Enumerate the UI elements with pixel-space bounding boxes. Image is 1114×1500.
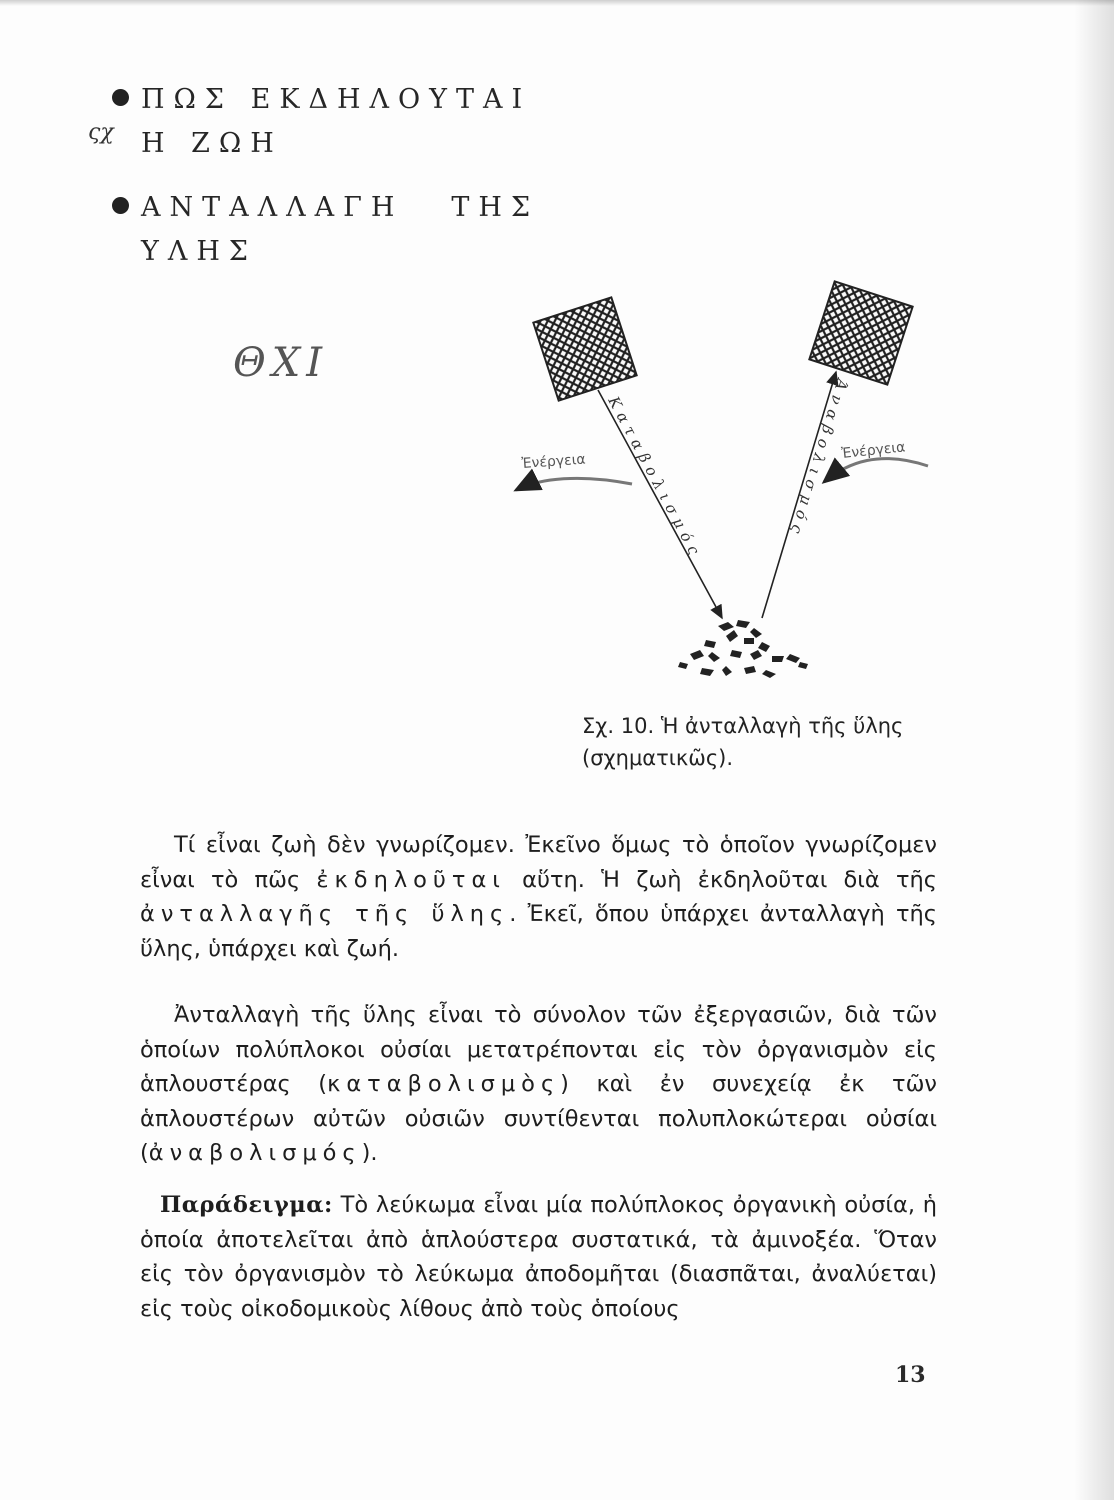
heading-line-1: ΠΩΣ ΕΚΔΗΛΟΥΤΑΙ bbox=[141, 84, 532, 115]
section-heading-metabolism bbox=[112, 186, 539, 274]
energy-right-arrow bbox=[824, 459, 928, 482]
paragraph-3-text: Τὸ λεύκωμα εἶναι μία πολύπλοκος ὀργανικὴ οὐσία, ἡ ὁποία ἀποτελεῖται ἀπὸ ἁπλούστερα συστατικά, τὰ ἀμινοξέα. Ὅταν εἰς τὸν ὀργανισμὸν τὸ λεύκωμα ἀποδομῆται (διασπᾶται, ἀναλύεται) εἰς τοὺς οἰκοδομικοὺς λίθους ἀπὸ τοὺς ὁποίους bbox=[140, 1192, 937, 1322]
page-edge-shadow bbox=[1074, 0, 1114, 1500]
paragraph-example bbox=[140, 1188, 937, 1326]
complex-molecule-left bbox=[533, 297, 636, 400]
bullet-icon bbox=[112, 197, 129, 214]
paragraph-2-text-e: ). bbox=[361, 1140, 378, 1166]
energy-left-label: Ἐνέργεια bbox=[521, 451, 587, 472]
section-heading-life bbox=[112, 78, 531, 166]
paragraph-2-text-a: Ἀνταλλαγὴ τῆς ὕλης εἶναι τὸ σύνολον τῶν ἐξεργασιῶν, διὰ τῶν ὁποίων πολύπλοκοι οὐσίαι μετατρέπονται εἰς τὸν ὀργανισμὸν εἰς ἁπλουστέρας ( bbox=[140, 1002, 937, 1097]
heading-line-3a: ΑΝΤΑΛΛΑΓΗ bbox=[141, 192, 404, 223]
energy-left-arrow bbox=[516, 478, 632, 490]
metabolism-diagram bbox=[500, 270, 940, 690]
heading-line-3b: ΤΗΣ bbox=[451, 192, 540, 223]
emphasis-anabolism: ἀναβολισμός bbox=[148, 1140, 362, 1166]
emphasis-metabolism: ἀνταλλαγῆς τῆς ὕλης bbox=[140, 901, 510, 927]
margin-handwritten-mark: ςχ bbox=[88, 120, 114, 145]
emphasis-catabolism: καταβολισμὸς bbox=[327, 1071, 561, 1097]
paragraph-1-text-e: . Ἐκεῖ, ὅπου ὑπάρχει ἀνταλλαγὴ τῆς ὕλης, ὑπάρχει καὶ ζωή. bbox=[140, 901, 937, 962]
simple-molecules-pile bbox=[678, 620, 808, 678]
emphasis-manifests: ἐκδηλοῦται bbox=[316, 866, 506, 893]
page-number: 13 bbox=[895, 1362, 926, 1388]
energy-right-label: Ἐνέργεια bbox=[840, 439, 907, 462]
page-top-shadow bbox=[0, 0, 1114, 6]
figure-caption: Σχ. 10. Ἡ ἀνταλλαγὴ τῆς ὕλης (σχηματικῶς). bbox=[582, 714, 904, 770]
bullet-icon bbox=[112, 89, 129, 106]
paragraph-metabolism-definition bbox=[140, 998, 937, 1171]
paragraph-2-text-c: ) καὶ ἐν συνεχείᾳ ἐκ τῶν ἁπλουστέρων αὐτῶν οὐσιῶν συντίθενται πολυπλοκώτεραι οὐσίαι ( bbox=[140, 1071, 937, 1166]
complex-molecule-right bbox=[809, 281, 912, 384]
handwritten-note: ΘΧΙ bbox=[233, 340, 329, 386]
heading-line-2: Η ΖΩΗ bbox=[141, 128, 283, 159]
example-label: Παράδειγμα: bbox=[160, 1192, 333, 1218]
catabolism-label: Καταβολισμός bbox=[604, 393, 706, 563]
anabolism-label: Άναβολισμός bbox=[785, 376, 852, 542]
paragraph-1-text-a: Τί εἶναι ζωὴ δὲν γνωρίζομεν. Ἐκεῖνο ὅμως τὸ ὁποῖον γνωρίζομεν εἶναι τὸ πῶς bbox=[140, 832, 937, 893]
heading-line-4: ΥΛΗΣ bbox=[141, 236, 257, 267]
paragraph-life-definition bbox=[140, 828, 937, 966]
paragraph-1-text-c: αὕτη. Ἡ ζωὴ ἐκδηλοῦται διὰ τῆς bbox=[505, 866, 937, 893]
